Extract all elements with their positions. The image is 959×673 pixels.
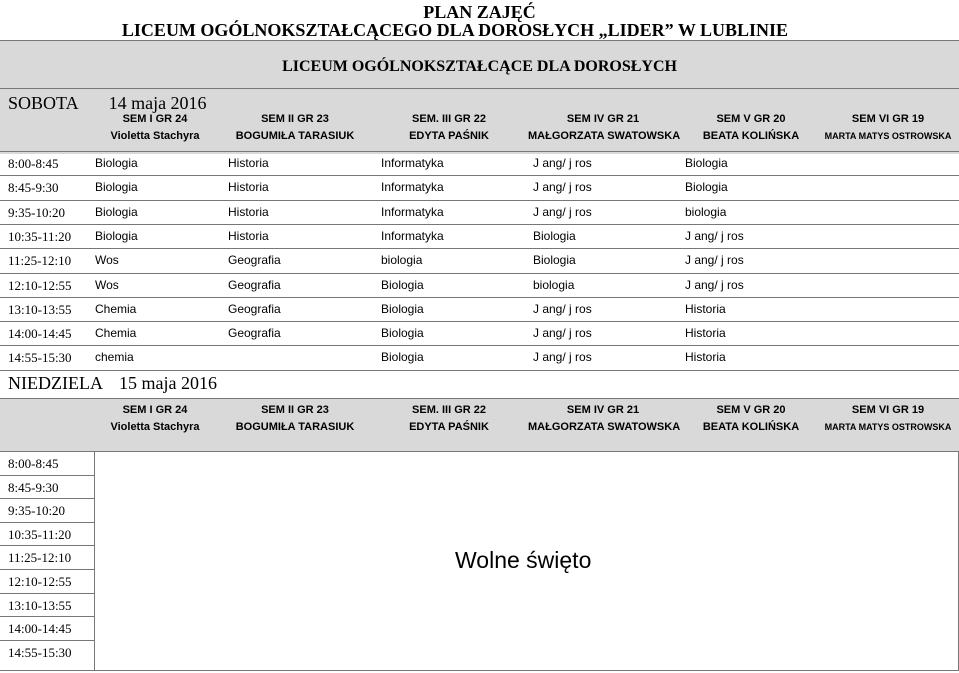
group-name: SEM I GR 24 (122, 404, 188, 416)
subject-cell: Geografia (228, 278, 281, 292)
group-teacher: BEATA KOLIŃSKA (702, 421, 800, 433)
group-header (676, 111, 826, 145)
subject-cell: Biologia (381, 350, 424, 364)
group-teacher: Violetta Stachyra (110, 421, 200, 433)
time-slot: 14:55-15:30 (8, 350, 72, 365)
group-header (528, 402, 681, 436)
divider (0, 398, 959, 399)
day-name: SOBOTA (8, 93, 79, 113)
group-name: SEM. III GR 22 (412, 404, 486, 416)
group-name: SEM VI GR 19 (851, 113, 925, 125)
group-name: SEM V GR 20 (716, 113, 786, 125)
subject-cell: biologia (533, 278, 575, 292)
row-divider (0, 273, 959, 274)
time-slot: 11:25-12:10 (8, 550, 72, 565)
time-slot: 13:10-13:55 (8, 598, 72, 613)
subject-cell: chemia (95, 350, 134, 364)
row-divider (0, 321, 959, 322)
subject-cell: biologia (381, 253, 423, 267)
group-name: SEM. III GR 22 (412, 113, 486, 125)
time-slot: 8:45-9:30 (8, 480, 59, 495)
subject-cell: Historia (228, 229, 269, 243)
subject-cell: Geografia (228, 326, 281, 340)
row-divider (0, 370, 959, 371)
divider (0, 40, 959, 41)
subject-cell: Biologia (95, 180, 138, 194)
column-divider (94, 451, 95, 670)
row-divider (0, 451, 959, 452)
divider (0, 88, 959, 89)
subject-cell: Geografia (228, 302, 281, 316)
row-divider (0, 670, 959, 671)
time-slot: 14:55-15:30 (8, 645, 72, 660)
page-title: PLAN ZAJĘĆ (423, 2, 536, 22)
day-date: 15 maja 2016 (118, 373, 217, 393)
subject-cell: Chemia (95, 326, 137, 340)
subject-cell: J ang/ j ros (533, 350, 592, 364)
subject-cell: Historia (228, 205, 269, 219)
subject-cell: Historia (685, 326, 726, 340)
subject-cell: Wos (95, 278, 119, 292)
time-slot: 8:00-8:45 (8, 156, 59, 171)
group-header (813, 111, 959, 145)
group-teacher: BOGUMIŁA TARASIUK (235, 130, 355, 142)
subject-cell: Biologia (95, 156, 138, 170)
row-divider (0, 640, 94, 641)
group-teacher: Violetta Stachyra (110, 130, 200, 142)
subject-cell: Biologia (685, 180, 728, 194)
subject-cell: J ang/ j ros (533, 205, 592, 219)
sunday-label (8, 373, 217, 394)
time-slot: 9:35-10:20 (8, 205, 66, 220)
subject-cell: Biologia (95, 205, 138, 219)
group-teacher: EDYTA PAŚNIK (409, 421, 489, 433)
row-divider (0, 297, 959, 298)
group-name: SEM II GR 23 (261, 113, 329, 125)
subject-cell: Informatyka (381, 229, 444, 243)
group-header (676, 402, 826, 436)
group-teacher: EDYTA PAŚNIK (409, 130, 489, 142)
group-teacher: MAŁGORZATA SWATOWSKA (528, 130, 681, 142)
time-slot: 10:35-11:20 (8, 229, 72, 244)
time-slot: 10:35-11:20 (8, 527, 72, 542)
group-teacher: BEATA KOLIŃSKA (702, 130, 800, 142)
group-header (220, 111, 370, 145)
subject-cell: J ang/ j ros (533, 180, 592, 194)
holiday-text: Wolne święto (455, 547, 592, 573)
subject-cell: Biologia (381, 278, 424, 292)
day-date: 14 maja 2016 (108, 93, 207, 113)
row-divider (0, 522, 94, 523)
time-slot: 13:10-13:55 (8, 302, 72, 317)
subject-cell: Historia (228, 180, 269, 194)
row-divider (0, 224, 959, 225)
subject-cell: Historia (685, 350, 726, 364)
group-name: SEM IV GR 21 (566, 404, 640, 416)
subject-cell: Informatyka (381, 180, 444, 194)
row-divider (0, 593, 94, 594)
subject-cell: Wos (95, 253, 119, 267)
time-slot: 8:00-8:45 (8, 456, 59, 471)
subject-cell: J ang/ j ros (533, 326, 592, 340)
time-slot: 14:00-14:45 (8, 326, 72, 341)
subject-cell: Geografia (228, 253, 281, 267)
row-divider (0, 200, 959, 201)
time-slot: 12:10-12:55 (8, 574, 72, 589)
row-divider (0, 616, 94, 617)
group-header (374, 402, 524, 436)
row-divider (0, 151, 959, 152)
school-subtitle: LICEUM OGÓLNOKSZTAŁCĄCE DLA DOROSŁYCH (282, 58, 677, 75)
subject-cell: Biologia (381, 326, 424, 340)
subject-cell: J ang/ j ros (533, 302, 592, 316)
group-name: SEM I GR 24 (122, 113, 188, 125)
group-name: SEM II GR 23 (261, 404, 329, 416)
group-header (813, 402, 959, 436)
group-teacher: MARTA MATYS OSTROWSKA (824, 422, 952, 432)
group-teacher: BOGUMIŁA TARASIUK (235, 421, 355, 433)
row-divider (0, 569, 94, 570)
group-teacher: MAŁGORZATA SWATOWSKA (528, 421, 681, 433)
subject-cell: Biologia (533, 253, 576, 267)
subject-cell: Biologia (381, 302, 424, 316)
row-divider (0, 498, 94, 499)
row-divider (0, 345, 959, 346)
subject-cell: Informatyka (381, 205, 444, 219)
time-slot: 14:00-14:45 (8, 621, 72, 636)
time-slot: 11:25-12:10 (8, 253, 72, 268)
subject-cell: Historia (228, 156, 269, 170)
group-name: SEM V GR 20 (716, 404, 786, 416)
subject-cell: J ang/ j ros (685, 229, 744, 243)
subject-cell: Informatyka (381, 156, 444, 170)
group-header (80, 111, 230, 145)
group-name: SEM VI GR 19 (851, 404, 925, 416)
row-divider (0, 248, 959, 249)
row-divider (0, 475, 94, 476)
group-header (80, 402, 230, 436)
school-name: LICEUM OGÓLNOKSZTAŁCĄCEGO DLA DOROSŁYCH „LIDER” W LUBLINIE (121, 20, 789, 40)
subject-cell: J ang/ j ros (685, 278, 744, 292)
group-header (374, 111, 524, 145)
subject-cell: Chemia (95, 302, 137, 316)
subject-cell: Biologia (95, 229, 138, 243)
row-divider (0, 175, 959, 176)
group-teacher: MARTA MATYS OSTROWSKA (824, 131, 952, 141)
group-header (220, 402, 370, 436)
time-slot: 12:10-12:55 (8, 278, 72, 293)
day-name: NIEDZIELA (8, 373, 103, 393)
subject-cell: J ang/ j ros (533, 156, 592, 170)
row-divider (0, 545, 94, 546)
group-header (528, 111, 681, 145)
subject-cell: J ang/ j ros (685, 253, 744, 267)
subject-cell: Biologia (533, 229, 576, 243)
group-name: SEM IV GR 21 (566, 113, 640, 125)
subject-cell: Historia (685, 302, 726, 316)
time-slot: 9:35-10:20 (8, 503, 66, 518)
subject-cell: biologia (685, 205, 727, 219)
subject-cell: Biologia (685, 156, 728, 170)
time-slot: 8:45-9:30 (8, 180, 59, 195)
